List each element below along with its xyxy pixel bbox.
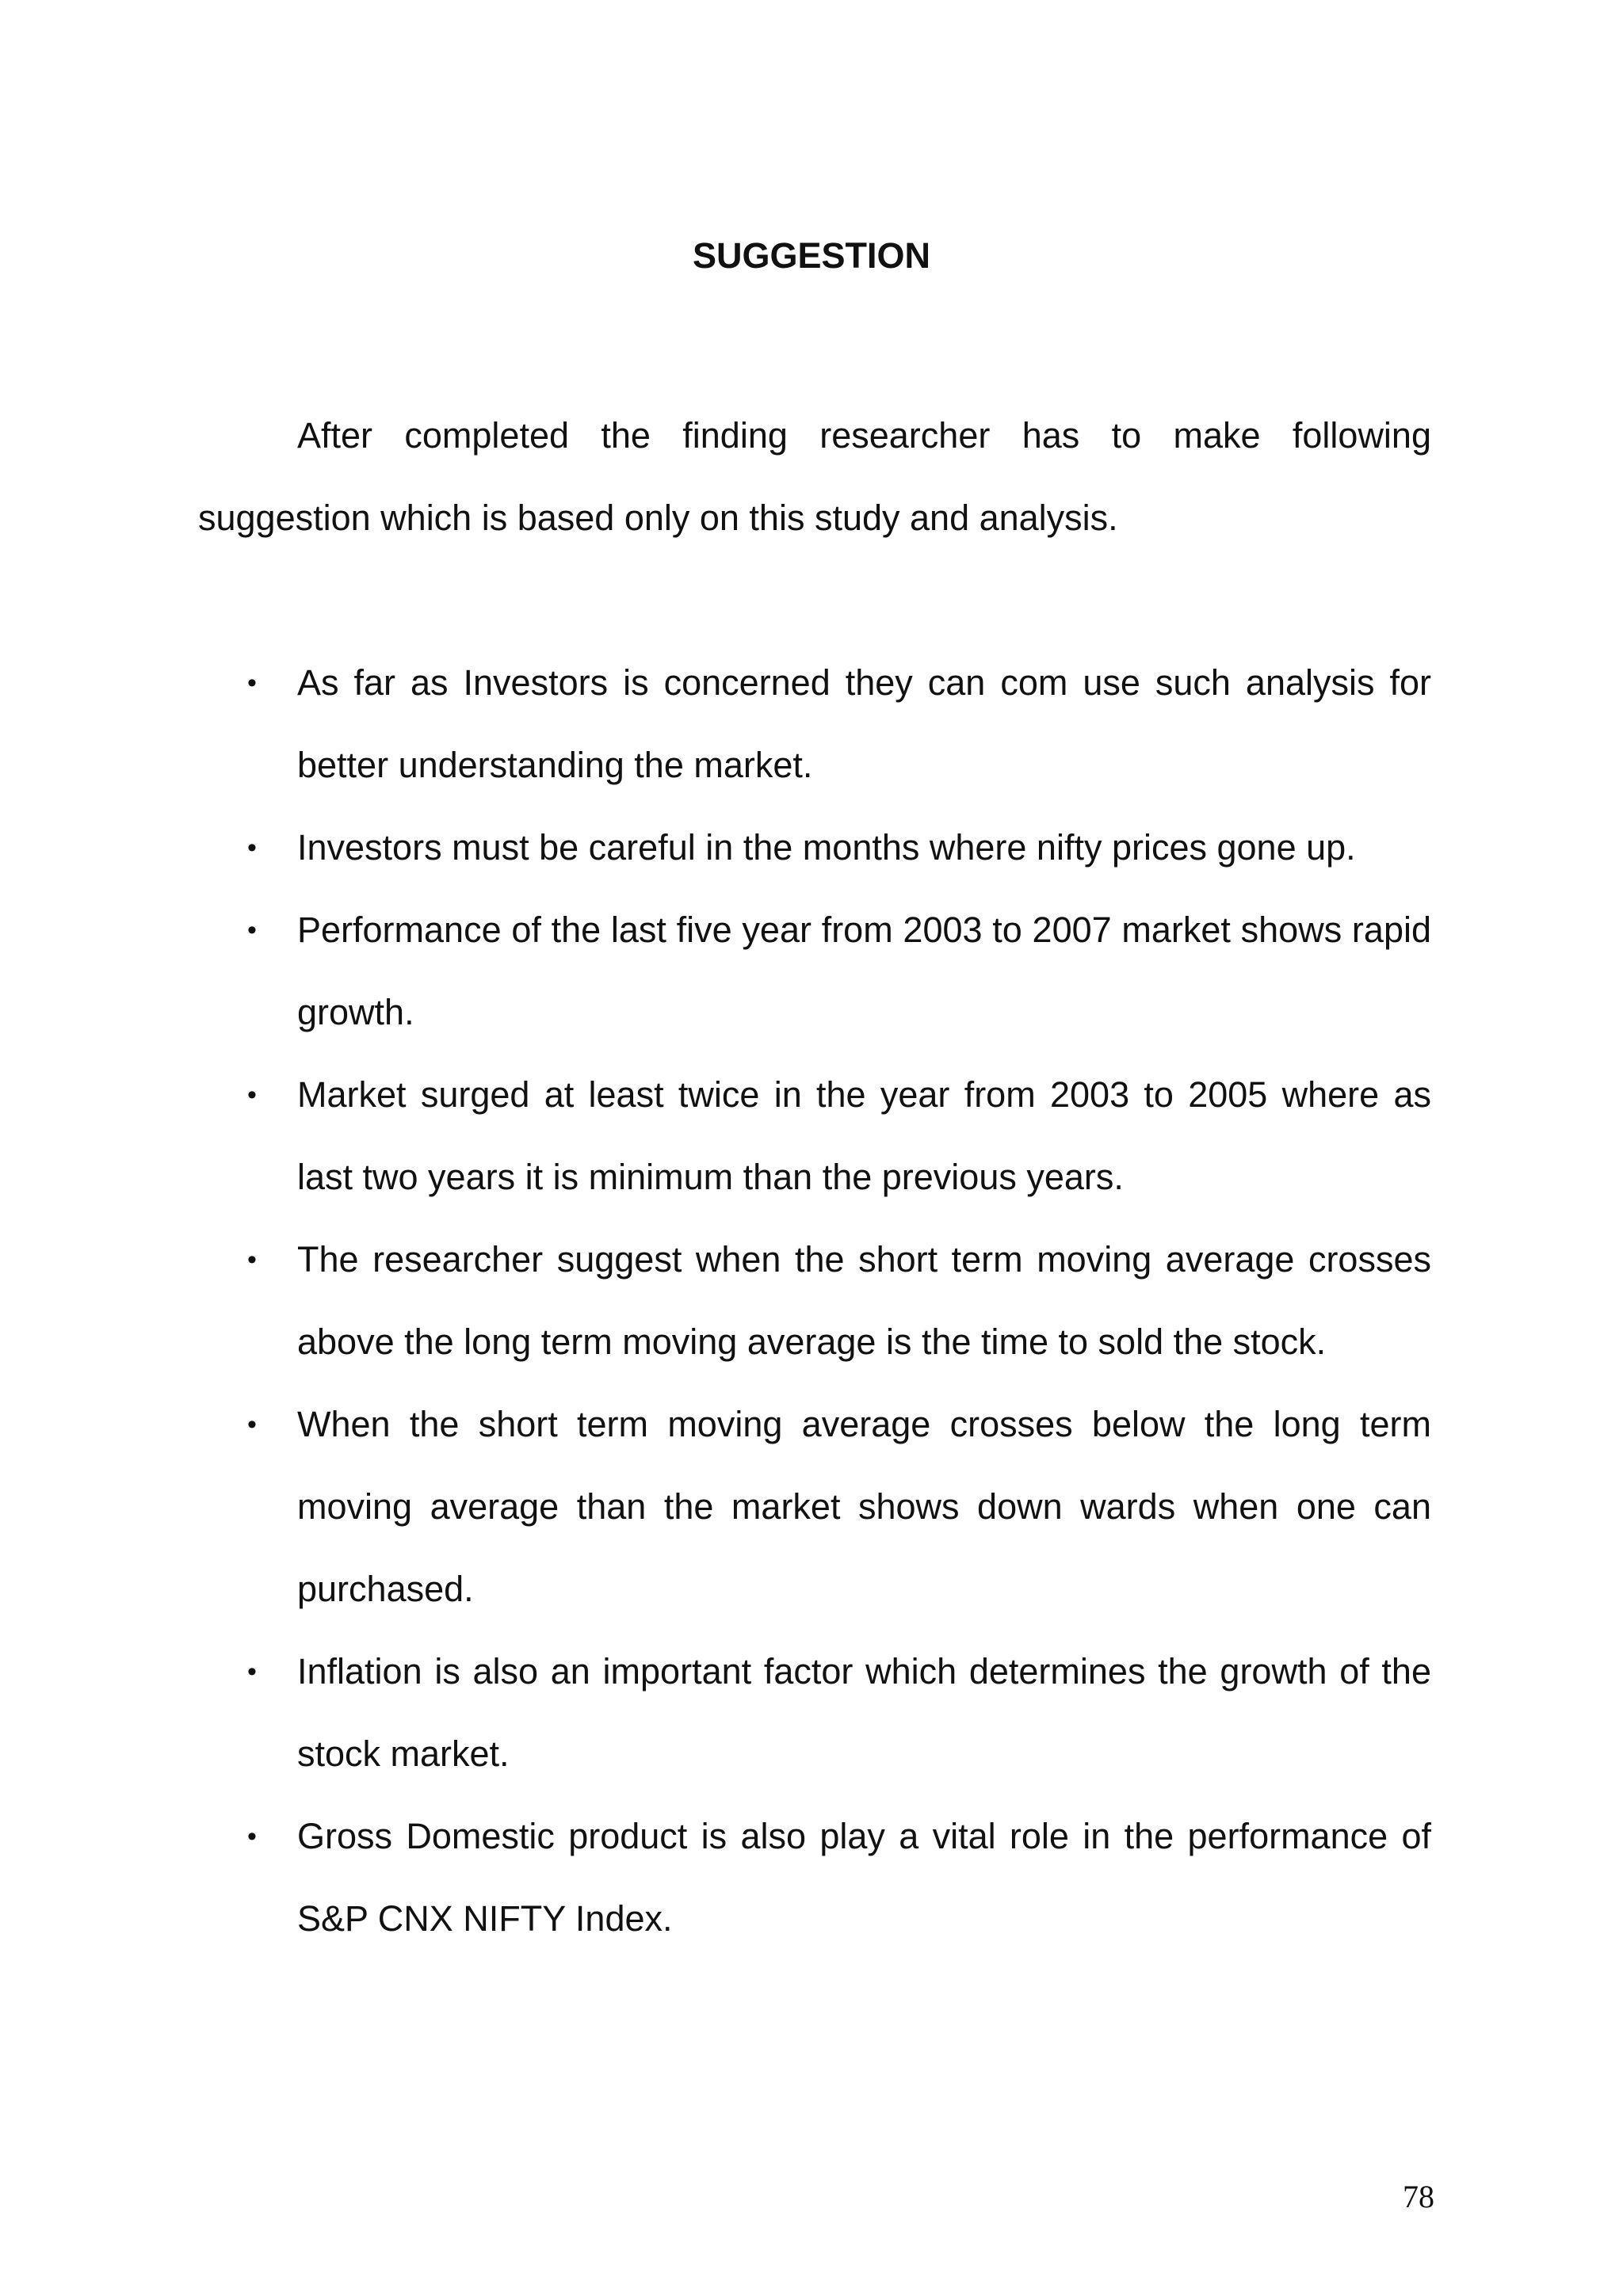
suggestion-item (198, 642, 1431, 807)
suggestion-list (198, 642, 1431, 1960)
suggestion-item (198, 1795, 1431, 1960)
suggestion-item (198, 807, 1431, 889)
bullet-icon: • (247, 1245, 257, 1275)
suggestion-text: As far as Investors is concerned they can com use such analysis for better understanding the market. (297, 662, 1431, 785)
suggestion-item (198, 1383, 1431, 1630)
bullet-icon: • (247, 1409, 257, 1440)
bullet-icon: • (247, 1080, 257, 1110)
intro-paragraph: After completed the finding researcher has to make following suggestion which is based only on this study and analysis. (198, 415, 1431, 538)
suggestion-text: Market surged at least twice in the year from 2003 to 2005 where as last two years it is minimum than the previous years. (297, 1074, 1431, 1197)
suggestion-item (198, 1219, 1431, 1383)
suggestion-text: The researcher suggest when the short term moving average crosses above the long term moving average is the time to sold the stock. (297, 1239, 1431, 1362)
bullet-icon: • (247, 915, 257, 945)
page-number: 78 (1403, 2179, 1434, 2214)
suggestion-item (198, 1054, 1431, 1219)
suggestion-item (198, 1630, 1431, 1795)
suggestion-text: Investors must be careful in the months where nifty prices gone up. (297, 827, 1356, 868)
suggestion-item (198, 889, 1431, 1054)
suggestion-text: Inflation is also an important factor which determines the growth of the stock market. (297, 1651, 1431, 1774)
suggestion-text: Gross Domestic product is also play a vital role in the performance of S&P CNX NIFTY Index. (297, 1816, 1431, 1939)
bullet-icon: • (247, 668, 257, 698)
bullet-icon: • (247, 833, 257, 863)
suggestion-text: Performance of the last five year from 2003 to 2007 market shows rapid growth. (297, 910, 1431, 1032)
page-title: SUGGESTION (692, 235, 931, 276)
bullet-icon: • (247, 1821, 257, 1852)
bullet-icon: • (247, 1657, 257, 1687)
suggestion-text: When the short term moving average crosses below the long term moving average than the market shows down wards when one can purchased. (297, 1404, 1431, 1609)
